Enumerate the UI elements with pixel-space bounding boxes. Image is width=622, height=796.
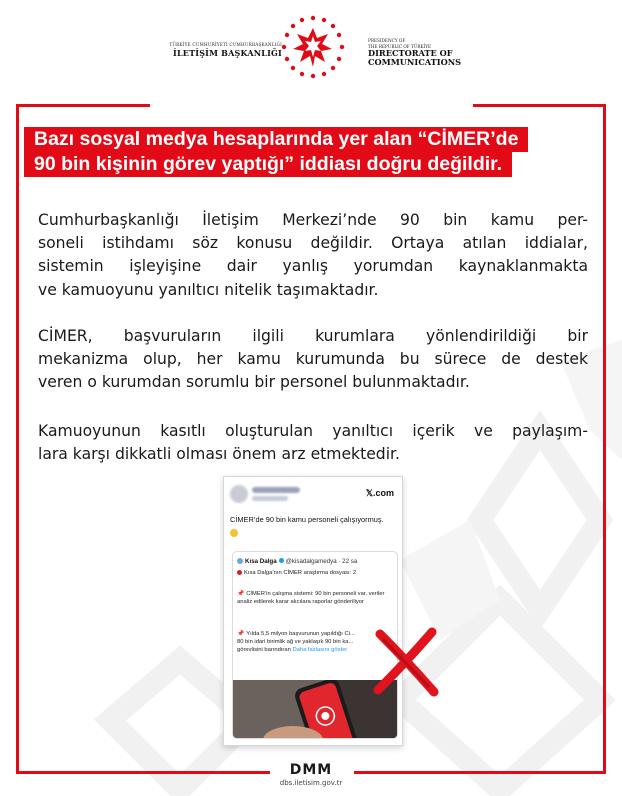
headline-line-2: 90 bin kişinin görev yaptığı” iddiası doğru değildir. — [24, 152, 512, 177]
paragraph-3 — [38, 420, 588, 466]
frame-top-left — [16, 104, 150, 107]
header — [0, 0, 622, 100]
frame-top-right — [473, 104, 606, 107]
headline-line-1: Bazı sosyal medya hesaplarında yer alan “CİMER’de — [24, 127, 528, 152]
footer-url[interactable]: dbs.iletisim.gov.tr — [279, 779, 343, 787]
presidential-emblem-icon — [280, 14, 346, 80]
paragraph-2-line: mekanizma olup, her kamu kurumunda bu sürece de destek — [38, 350, 588, 369]
paragraph-2 — [38, 325, 588, 395]
paragraph-2-line: veren o kurumdan sorumlu bir personel bulunmaktadır. — [38, 373, 470, 392]
false-claim-x-icon — [370, 626, 442, 698]
pushpin-icon: 📌 — [237, 631, 245, 637]
kisa-dalga-logo-icon — [237, 558, 243, 564]
tweet-header — [230, 485, 398, 505]
paragraph-1-line: ve kamuoyunu yanıltıcı nitelik taşımaktadır. — [38, 280, 379, 299]
header-left-small: TÜRKİYE CUMHURİYETİ CUMHURBAŞKANLIĞI — [169, 42, 282, 47]
show-more-link[interactable]: Daha fazlasını göster — [292, 647, 348, 653]
quoted-line-2 — [237, 590, 395, 606]
tweet-text: CİMER’de 90 bin kamu personeli çalışıyormuş. — [230, 515, 384, 524]
quoted-line-2-text: CİMER’in çalışma sistemi: 90 bin personeli var, veriler analiz edilerek karar alıcılara raporlar gönderiliyor — [237, 591, 385, 605]
header-left-big: İLETİŞİM BAŞKANLIĞI — [173, 48, 282, 58]
paragraph-1 — [38, 209, 588, 302]
paragraph-3-line: lara karşı dikkatli olması önem arz etmektedir. — [38, 445, 400, 464]
blurred-account-handle — [252, 496, 288, 501]
header-left-text — [169, 42, 282, 58]
paragraph-1-line: sistemin işleyişine dair yanlış yorumdan kaynaklanmakta — [38, 257, 588, 276]
blurred-account-name — [252, 487, 300, 493]
header-right-small-2: THE REPUBLIC OF TÜRKİYE — [368, 43, 432, 49]
paragraph-1-line: soneli istihdamı söz konusu değildir. Ortaya atılan iddialar, — [38, 234, 588, 253]
quoted-account-name: Kısa Dalga — [245, 558, 277, 565]
emoji-icon — [230, 529, 238, 537]
quoted-line-3a-text: Yılda 5,5 milyon başvurunun yapıldığı Ci... — [246, 631, 355, 637]
dmm-logo: DMM — [289, 762, 333, 778]
quoted-line-3b-text: 80 bin idari birimlik ağ ve yaklaşık 90 bin ka... — [237, 639, 354, 645]
tweet-screenshot — [223, 476, 403, 746]
header-right-big-1: DIRECTORATE OF — [368, 48, 453, 58]
header-right-text — [368, 38, 461, 67]
verified-badge-icon — [279, 558, 284, 563]
paragraph-3-line: Kamuoyunun kasıtlı oluşturulan yanıltıcı içerik ve paylaşım- — [38, 422, 588, 440]
pushpin-icon: 📌 — [237, 591, 245, 597]
quoted-line-3c-text: görevlisini barındıran — [237, 647, 291, 653]
headline — [24, 127, 604, 177]
quoted-line-1 — [237, 569, 395, 577]
paragraph-1-line: Cumhurbaşkanlığı İletişim Merkezi’nde 90 bin kamu per- — [38, 211, 588, 229]
header-right-big-2: COMMUNICATIONS — [368, 57, 462, 67]
header-right-small-1: PRESIDENCY OF — [368, 38, 406, 43]
quoted-line-1-text: Kısa Dalga’nın CİMER araştırma dosyası: 2 — [244, 570, 357, 576]
paragraph-2-line: CİMER, başvuruların ilgili kurumlara yönlendirildiği bir — [38, 327, 588, 345]
quoted-tweet-header — [237, 558, 357, 565]
quoted-account-handle: @kisadalgamedya · 22 sa — [285, 558, 358, 565]
blurred-avatar — [230, 485, 248, 503]
red-circle-icon — [237, 570, 242, 575]
x-logo-icon: 𝕏.com — [365, 488, 394, 498]
